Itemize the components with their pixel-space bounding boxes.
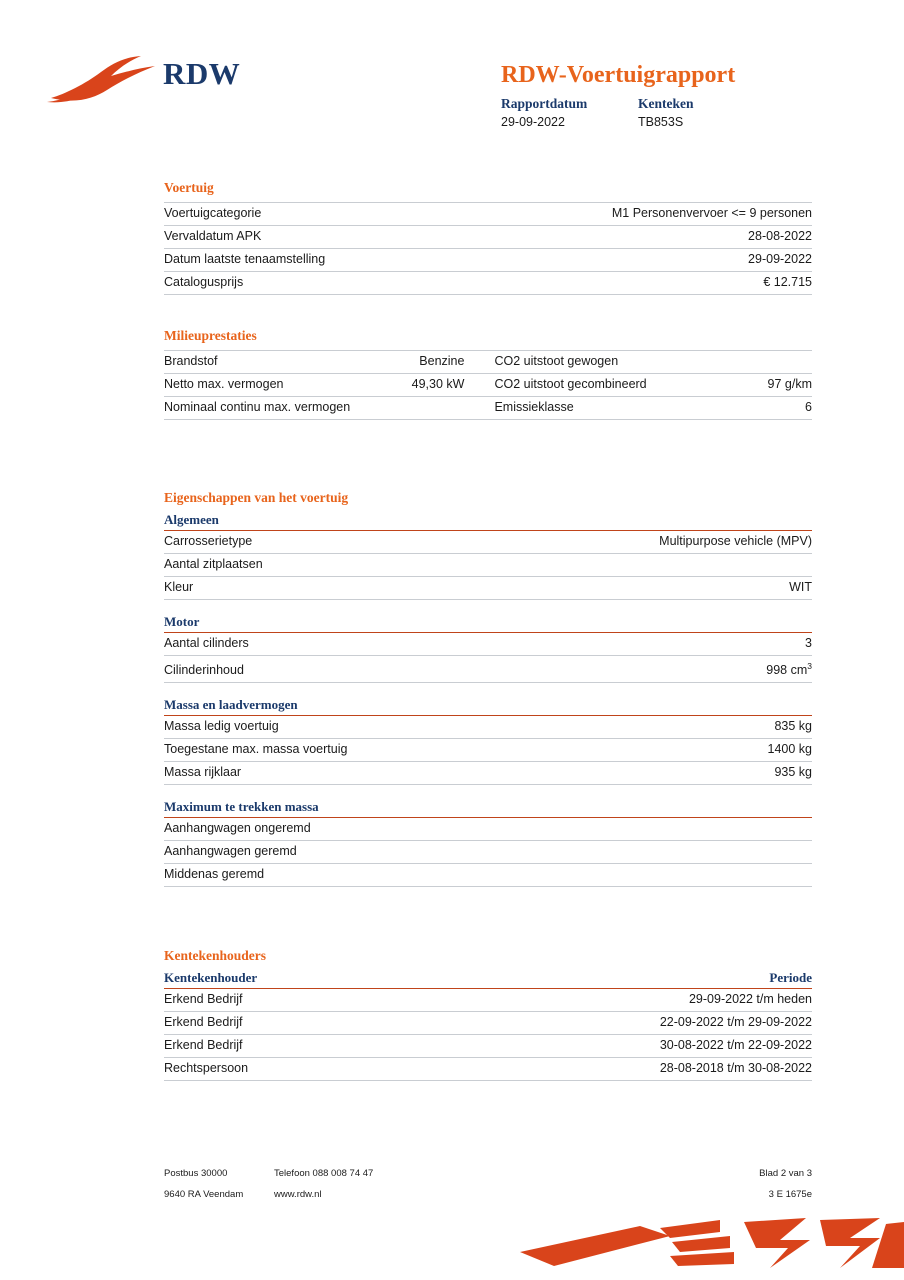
table-row bbox=[164, 841, 812, 864]
footer-website: www.rdw.nl bbox=[274, 1189, 322, 1200]
footer-page-number: Blad 2 van 3 bbox=[759, 1168, 812, 1179]
row-label: Aanhangwagen ongeremd bbox=[164, 818, 488, 841]
table-row bbox=[164, 1058, 812, 1081]
holder-name: Erkend Bedrijf bbox=[164, 989, 488, 1012]
table-row bbox=[164, 374, 812, 397]
table-row bbox=[164, 633, 812, 656]
table-row bbox=[164, 272, 812, 295]
row-label-emission-class: Emissieklasse bbox=[494, 397, 701, 420]
table-row bbox=[164, 716, 812, 739]
row-value bbox=[488, 554, 812, 577]
footer-decoration bbox=[520, 1218, 904, 1280]
environment-table bbox=[164, 350, 812, 420]
document-header bbox=[0, 28, 904, 148]
row-label: Aanhangwagen geremd bbox=[164, 841, 488, 864]
footer-form-code: 3 E 1675e bbox=[768, 1189, 812, 1200]
row-value: M1 Personenvervoer <= 9 personen bbox=[488, 203, 812, 226]
subsection-mass-title: Massa en laadvermogen bbox=[164, 697, 298, 713]
row-label: Cilinderinhoud bbox=[164, 656, 488, 683]
subsection-towing-title: Maximum te trekken massa bbox=[164, 799, 319, 815]
section-properties-title: Eigenschappen van het voertuig bbox=[164, 490, 349, 505]
row-label: Voertuigcategorie bbox=[164, 203, 488, 226]
row-value: 1400 kg bbox=[488, 739, 812, 762]
rdw-logo bbox=[45, 40, 295, 110]
table-row bbox=[164, 554, 812, 577]
row-value: 3 bbox=[488, 633, 812, 656]
row-label-co2-weighted: CO2 uitstoot gewogen bbox=[494, 351, 701, 374]
section-environment-title: Milieuprestaties bbox=[164, 328, 257, 343]
row-label: Aantal zitplaatsen bbox=[164, 554, 488, 577]
rdw-flame-logo-icon bbox=[45, 54, 165, 106]
row-label-continuous-power: Nominaal continu max. vermogen bbox=[164, 397, 384, 420]
section-holders-title: Kentekenhouders bbox=[164, 948, 267, 963]
holder-name: Rechtspersoon bbox=[164, 1058, 488, 1081]
row-value: Multipurpose vehicle (MPV) bbox=[488, 531, 812, 554]
report-date-label: Rapportdatum bbox=[501, 96, 588, 111]
holders-table bbox=[164, 988, 812, 1081]
footer-telephone: Telefoon 088 008 74 47 bbox=[274, 1168, 374, 1179]
row-value-continuous-power bbox=[384, 397, 494, 420]
table-row bbox=[164, 818, 812, 841]
plate-label: Kenteken bbox=[638, 96, 694, 111]
row-label-co2-combined: CO2 uitstoot gecombineerd bbox=[494, 374, 701, 397]
row-value-displacement bbox=[488, 656, 812, 683]
subsection-engine-title: Motor bbox=[164, 614, 200, 629]
row-label: Carrosserietype bbox=[164, 531, 488, 554]
row-value: 28-08-2022 bbox=[488, 226, 812, 249]
table-row bbox=[164, 864, 812, 887]
table-row bbox=[164, 1035, 812, 1058]
section-holders bbox=[164, 948, 812, 1081]
row-value: 935 kg bbox=[488, 762, 812, 785]
table-row bbox=[164, 762, 812, 785]
table-row bbox=[164, 577, 812, 600]
table-row bbox=[164, 351, 812, 374]
footer-postbus: Postbus 30000 bbox=[164, 1168, 228, 1179]
holder-period: 22-09-2022 t/m 29-09-2022 bbox=[488, 1012, 812, 1035]
report-meta bbox=[501, 96, 831, 129]
section-vehicle bbox=[164, 180, 812, 295]
row-value bbox=[488, 841, 812, 864]
row-label: Catalogusprijs bbox=[164, 272, 488, 295]
document-footer bbox=[164, 1163, 812, 1205]
holder-name: Erkend Bedrijf bbox=[164, 1012, 488, 1035]
rdw-wordmark: RDW bbox=[163, 56, 241, 91]
section-properties bbox=[164, 490, 812, 887]
row-value-fuel: Benzine bbox=[384, 351, 494, 374]
row-value-co2-weighted bbox=[702, 351, 812, 374]
row-label: Massa rijklaar bbox=[164, 762, 488, 785]
table-row bbox=[164, 226, 812, 249]
rdw-stripes-icon bbox=[520, 1218, 904, 1280]
displacement-exponent: 3 bbox=[807, 661, 812, 671]
row-label: Middenas geremd bbox=[164, 864, 488, 887]
row-label: Vervaldatum APK bbox=[164, 226, 488, 249]
table-row bbox=[164, 989, 812, 1012]
table-row bbox=[164, 656, 812, 683]
general-table bbox=[164, 530, 812, 600]
row-value bbox=[488, 864, 812, 887]
footer-row-1 bbox=[164, 1163, 812, 1184]
subsection-general-title: Algemeen bbox=[164, 512, 219, 527]
holders-col-period: Periode bbox=[769, 970, 812, 985]
holder-period: 29-09-2022 t/m heden bbox=[488, 989, 812, 1012]
row-label-fuel: Brandstof bbox=[164, 351, 384, 374]
vehicle-table bbox=[164, 202, 812, 295]
holders-col-holder: Kentekenhouder bbox=[164, 970, 258, 985]
table-row bbox=[164, 203, 812, 226]
table-row bbox=[164, 397, 812, 420]
engine-table bbox=[164, 632, 812, 683]
row-label: Massa ledig voertuig bbox=[164, 716, 488, 739]
table-row bbox=[164, 249, 812, 272]
row-value bbox=[488, 818, 812, 841]
holders-column-headers bbox=[164, 970, 812, 986]
section-environment bbox=[164, 328, 812, 420]
row-value: 835 kg bbox=[488, 716, 812, 739]
row-value-emission-class: 6 bbox=[702, 397, 812, 420]
row-label: Toegestane max. massa voertuig bbox=[164, 739, 488, 762]
row-label-power: Netto max. vermogen bbox=[164, 374, 384, 397]
row-label: Datum laatste tenaamstelling bbox=[164, 249, 488, 272]
plate-value: TB853S bbox=[638, 115, 684, 129]
report-title: RDW-Voertuigrapport bbox=[501, 62, 736, 88]
holder-period: 28-08-2018 t/m 30-08-2022 bbox=[488, 1058, 812, 1081]
table-row bbox=[164, 531, 812, 554]
footer-city: 9640 RA Veendam bbox=[164, 1189, 244, 1200]
table-row bbox=[164, 1012, 812, 1035]
row-value-power: 49,30 kW bbox=[384, 374, 494, 397]
table-row bbox=[164, 739, 812, 762]
displacement-value: 998 cm bbox=[766, 663, 808, 678]
row-value: WIT bbox=[488, 577, 812, 600]
row-value: € 12.715 bbox=[488, 272, 812, 295]
row-label: Aantal cilinders bbox=[164, 633, 488, 656]
row-label: Kleur bbox=[164, 577, 488, 600]
holder-period: 30-08-2022 t/m 22-09-2022 bbox=[488, 1035, 812, 1058]
holder-name: Erkend Bedrijf bbox=[164, 1035, 488, 1058]
report-date-value: 29-09-2022 bbox=[501, 115, 565, 129]
row-value: 29-09-2022 bbox=[488, 249, 812, 272]
towing-table bbox=[164, 817, 812, 887]
footer-row-2 bbox=[164, 1184, 812, 1205]
mass-table bbox=[164, 715, 812, 785]
row-value-co2-combined: 97 g/km bbox=[702, 374, 812, 397]
section-vehicle-title: Voertuig bbox=[164, 180, 214, 195]
